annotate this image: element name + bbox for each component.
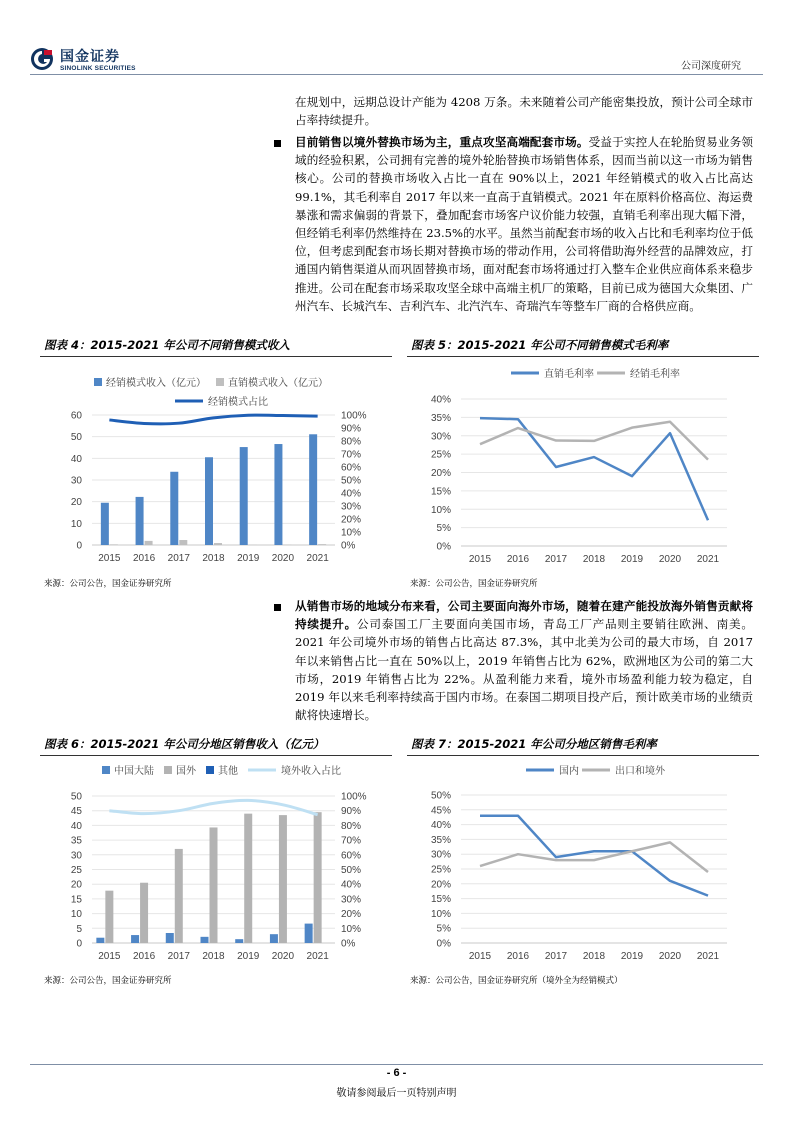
paragraph-sales-mode	[295, 133, 753, 315]
fig5-ytick-label: 20%	[430, 468, 451, 479]
paragraph-sales-mode-body: 受益于实控人在轮胎贸易业务领域的经验积累，公司拥有完善的境外轮胎替换市场销售体系，因而当前以这一市场为销售核心。公司的替换市场收入占比一直在 90%以上，2021 年经销模式的收入占比高达 99.1%，其毛利率自 2017 年以来一直高于直销模式。2021 年在原料价格高位、海运费暴涨和需求偏弱的背景下，叠加配套市场客户议价能力较强，直销毛利率出现大幅下滑，但经销毛利率仍然维持在 23.5%的水平。虽然当前配套市场的收入占比和毛利率均位于低位，但考虑到配套市场长期对替换市场的带动作用，公司将借助海外经营的品牌效应，打通国内销售渠道从而巩固替换市场，面对配套市场将通过打入整车企业供应商体系来稳步推进。公司在配套市场采取攻坚全球中高端主机厂的策略，目前已成为德国大众集团、广州汽车、长城汽车、吉利汽车、北汽汽车、奇瑞汽车等整车厂商的合格供应商。	[295, 135, 753, 313]
fig4-bar	[214, 543, 222, 545]
fig6-bar	[210, 827, 218, 943]
fig6-ytick-label: 30	[70, 850, 82, 862]
fig5-ytick-label: 15%	[430, 486, 451, 498]
fig6-legend-label: 中国大陆	[114, 766, 154, 777]
fig4-chart	[40, 358, 392, 573]
fig4-legend-label: 经销模式收入（亿元）	[106, 378, 206, 389]
fig4-bar	[101, 503, 109, 545]
fig6-y2tick-label: 50%	[341, 865, 362, 876]
fig4-y2tick-label: 30%	[341, 501, 362, 513]
fig6-xtick-label: 2021	[306, 951, 329, 962]
fig4-xtick-label: 2020	[271, 553, 295, 564]
fig4-y2tick-label: 50%	[341, 475, 362, 487]
fig5-ytick-label: 0%	[436, 541, 451, 553]
paragraph-regional	[295, 597, 753, 724]
fig4-bar	[274, 444, 282, 545]
fig6-ytick-label: 35	[70, 835, 82, 847]
fig6-ytick-label: 10	[70, 909, 82, 921]
fig6-legend-swatch	[206, 766, 214, 774]
fig6-ytick-label: 45	[70, 806, 82, 818]
fig6-ytick-label: 0	[76, 938, 82, 950]
fig5-ytick-label: 30%	[430, 431, 451, 443]
fig4-y2tick-label: 90%	[341, 423, 362, 435]
fig6-chart	[40, 757, 392, 965]
fig4-legend-swatch	[216, 378, 224, 386]
fig7-ytick-label: 15%	[430, 894, 451, 906]
fig4-xtick-label: 2015	[98, 553, 121, 564]
fig6-ytick-label: 25	[70, 865, 82, 876]
fig6-y2tick-label: 80%	[341, 820, 362, 832]
fig6-bar	[105, 891, 113, 943]
fig7-xtick-label: 2021	[696, 951, 720, 962]
fig7-ytick-label: 35%	[430, 834, 451, 846]
fig4-ytick-label: 30	[70, 475, 82, 487]
fig4-bar	[309, 434, 317, 545]
fig4-xtick-label: 2018	[202, 553, 225, 564]
fig5-xtick-label: 2016	[506, 554, 530, 565]
fig6-xtick-label: 2020	[271, 951, 295, 962]
logo-mark-icon	[30, 47, 54, 71]
fig6-series-line	[109, 800, 317, 814]
fig6-legend-label: 国外	[176, 766, 196, 777]
fig4-y2tick-label: 80%	[341, 436, 362, 448]
fig6-ytick-label: 5	[76, 923, 82, 935]
fig6-bar	[244, 814, 252, 943]
fig7-chart	[407, 757, 759, 965]
fig4-y2tick-label: 10%	[341, 527, 362, 539]
fig4-xtick-label: 2021	[306, 553, 329, 564]
fig6-y2tick-label: 70%	[341, 835, 362, 847]
header-rule	[30, 74, 763, 75]
fig4-series-line	[109, 415, 317, 424]
fig7-legend-label: 国内	[559, 766, 579, 777]
fig7-ytick-label: 10%	[430, 908, 451, 920]
fig4-ytick-label: 10	[70, 518, 82, 530]
fig6-xtick-label: 2016	[132, 951, 156, 962]
fig7-xtick-label: 2018	[582, 951, 606, 962]
fig6-y2tick-label: 40%	[341, 879, 362, 891]
fig4-y2tick-label: 0%	[341, 540, 356, 552]
fig7-xtick-label: 2016	[506, 951, 530, 962]
fig7-xtick-label: 2020	[658, 951, 682, 962]
fig6-bar	[96, 938, 104, 943]
fig7-ytick-label: 50%	[430, 790, 451, 802]
fig4-bar	[136, 497, 144, 545]
fig4-y2tick-label: 20%	[341, 514, 362, 526]
fig5-xtick-label: 2021	[696, 554, 720, 565]
fig4-y2tick-label: 70%	[341, 449, 362, 461]
fig5-legend-label: 直销毛利率	[544, 369, 594, 380]
fig6-legend-swatch	[164, 766, 172, 774]
fig6-y2tick-label: 100%	[341, 791, 367, 803]
fig5-ytick-label: 5%	[436, 523, 451, 535]
fig7-ytick-label: 0%	[436, 938, 451, 950]
fig6-legend-swatch	[102, 766, 110, 774]
fig4-y2tick-label: 100%	[341, 410, 367, 422]
fig4-title-bar	[40, 336, 392, 357]
fig4-bar	[240, 447, 248, 545]
fig5-xtick-label: 2015	[468, 554, 492, 565]
fig6-bar	[140, 883, 148, 943]
paragraph-regional-body: 公司泰国工厂主要面向美国市场，青岛工厂产品则主要销往欧洲、南美。2021 年公司境外市场的销售占比高达 87.3%，其中北美为公司的最大市场，自 2017 年以来销售占比一直在 50%以上，2019 年销售占比为 62%，欧洲地区为公司的第二大市场，2019 年销售占比为 22%。从盈利能力来看，境外市场盈利能力较为稳定，自 2019 年以来毛利率持续高于国内市场。在泰国二期项目投产后，预计欧美市场的业绩贡献将快速增长。	[295, 617, 753, 723]
fig4-bar	[179, 540, 187, 545]
logo	[30, 45, 150, 75]
fig5-source: 来源：公司公告，国金证券研究所	[410, 579, 538, 589]
paragraph-regional-lead: 从销售市场的地域分布来看，公司主要面向海外市场，随着在建产能投放海外销售贡献将持续提升。	[295, 599, 753, 632]
fig7-series-line	[480, 842, 708, 872]
fig4-legend-label: 直销模式收入（亿元）	[228, 378, 328, 389]
fig6-xtick-label: 2019	[237, 951, 260, 962]
fig6-legend-label: 境外收入占比	[281, 766, 341, 777]
fig6-ytick-label: 20	[70, 879, 82, 891]
fig4-y2tick-label: 60%	[341, 462, 362, 474]
paragraph-sales-mode-lead: 目前销售以境外替换市场为主，重点攻坚高端配套市场。	[295, 135, 589, 149]
fig5-ytick-label: 25%	[430, 449, 451, 461]
fig6-ytick-label: 15	[70, 894, 82, 906]
page-number: - 6 -	[386, 1067, 407, 1079]
fig5-chart	[407, 358, 759, 573]
fig5-xtick-label: 2018	[582, 554, 606, 565]
fig7-title: 图表 7：2015-2021 年公司分地区销售毛利率	[411, 737, 657, 751]
fig7-title-bar	[407, 735, 759, 756]
fig6-bar	[270, 934, 278, 943]
fig6-bar	[175, 849, 183, 943]
fig6-bar	[201, 937, 209, 943]
fig6-legend-label: 其他	[218, 766, 238, 777]
fig6-xtick-label: 2017	[167, 951, 190, 962]
bullet-marker	[274, 604, 281, 611]
fig6-ytick-label: 50	[70, 791, 82, 803]
fig4-y2tick-label: 40%	[341, 488, 362, 500]
fig4-legend-label: 经销模式占比	[208, 397, 268, 408]
report-type: 公司深度研究	[681, 61, 741, 72]
fig6-y2tick-label: 0%	[341, 938, 356, 950]
fig7-ytick-label: 45%	[430, 805, 451, 817]
fig5-title: 图表 5：2015-2021 年公司不同销售模式毛利率	[411, 338, 669, 352]
fig7-legend-label: 出口和境外	[615, 766, 665, 777]
fig4-ytick-label: 0	[76, 540, 82, 552]
fig4-xtick-label: 2016	[132, 553, 156, 564]
fig7-xtick-label: 2015	[468, 951, 492, 962]
fig5-ytick-label: 35%	[430, 412, 451, 424]
logo-en: SINOLINK SECURITIES	[60, 65, 136, 72]
fig4-ytick-label: 40	[70, 453, 82, 465]
fig6-bar	[305, 924, 313, 943]
fig5-ytick-label: 40%	[430, 394, 451, 406]
fig4-bar	[110, 544, 118, 545]
fig5-title-bar	[407, 336, 759, 357]
fig7-xtick-label: 2017	[544, 951, 568, 962]
fig4-title: 图表 4：2015-2021 年公司不同销售模式收入	[44, 338, 290, 352]
fig7-source: 来源：公司公告，国金证券研究所（境外全为经销模式）	[410, 976, 623, 986]
bullet-marker	[274, 140, 281, 147]
fig4-ytick-label: 20	[70, 497, 82, 509]
paragraph-continued: 在规划中，远期总设计产能为 4208 万条。未来随着公司产能密集投放，预计公司全球市占率持续提升。	[295, 95, 753, 128]
fig6-title-bar	[40, 735, 392, 756]
fig7-ytick-label: 20%	[430, 879, 451, 891]
fig5-ytick-label: 10%	[430, 504, 451, 516]
fig6-title: 图表 6：2015-2021 年公司分地区销售收入（亿元）	[44, 737, 325, 751]
fig7-ytick-label: 30%	[430, 849, 451, 861]
fig6-bar	[235, 939, 243, 943]
fig4-bar	[170, 472, 178, 545]
fig4-xtick-label: 2019	[237, 553, 260, 564]
fig7-ytick-label: 40%	[430, 820, 451, 832]
fig5-xtick-label: 2017	[544, 554, 568, 565]
fig4-xtick-label: 2017	[167, 553, 190, 564]
fig7-ytick-label: 25%	[430, 864, 451, 876]
fig4-legend-swatch	[94, 378, 102, 386]
fig4-source: 来源：公司公告，国金证券研究所	[44, 579, 172, 589]
fig7-xtick-label: 2019	[620, 951, 644, 962]
fig6-xtick-label: 2018	[202, 951, 225, 962]
fig6-y2tick-label: 10%	[341, 923, 362, 935]
fig6-y2tick-label: 90%	[341, 806, 362, 818]
fig6-xtick-label: 2015	[98, 951, 121, 962]
fig4-ytick-label: 50	[70, 432, 82, 444]
footer-rule	[30, 1064, 763, 1065]
fig6-bar	[166, 933, 174, 943]
fig7-ytick-label: 5%	[436, 923, 451, 935]
fig6-y2tick-label: 60%	[341, 850, 362, 862]
fig6-y2tick-label: 30%	[341, 894, 362, 906]
footer-disclaimer: 敬请参阅最后一页特别声明	[336, 1088, 457, 1099]
fig6-bar	[279, 815, 287, 943]
fig4-bar	[145, 541, 153, 545]
fig6-bar	[131, 935, 139, 943]
fig4-bar	[205, 457, 213, 545]
fig6-bar	[314, 812, 322, 943]
fig6-y2tick-label: 20%	[341, 909, 362, 921]
fig4-ytick-label: 60	[70, 410, 82, 422]
fig5-xtick-label: 2020	[658, 554, 682, 565]
fig5-xtick-label: 2019	[620, 554, 644, 565]
fig5-legend-label: 经销毛利率	[630, 369, 680, 380]
fig4-bar	[318, 544, 326, 545]
fig6-ytick-label: 40	[70, 820, 82, 832]
fig6-source: 来源：公司公告，国金证券研究所	[44, 976, 172, 986]
logo-cn: 国金证券	[60, 49, 120, 65]
fig5-series-line	[480, 418, 708, 520]
